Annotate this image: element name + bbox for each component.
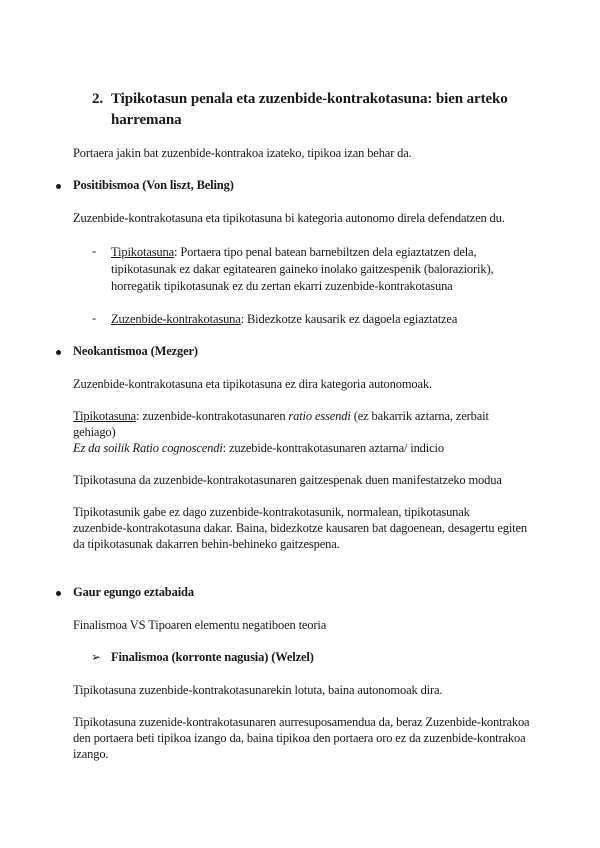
neokantismoa-p4: Tipikotasuna da zuzenbide-kontrakotasunaren gaitzespenak duen manifestatzeko modua (73, 473, 502, 487)
tipikotasuna-term: Tipikotasuna (111, 245, 175, 259)
bullet-icon (56, 350, 61, 355)
zuzenbide-kontrakotasuna-term: Zuzenbide-kontrakotasuna (111, 312, 241, 326)
gaur-p3-line2: den portaera beti tipikoa izango da, baina tipikoa den portaera oro ez da zuzenbide-kontrakoa (73, 731, 526, 745)
section-number: 2. (92, 91, 104, 107)
item1-line3: horregatik tipikotasunak ez du zertan ekarri zuzenbide-kontrakotasuna (111, 279, 453, 293)
positibismoa-item-2: Zuzenbide-kontrakotasuna: Bidezkotze kausarik ez dagoela egiaztatzea (111, 312, 458, 326)
item1-line1: Portaera tipo penal batean barnebiltzen dela egiaztatzen dela, (177, 245, 477, 259)
section-title-line1: Tipikotasun penala eta zuzenbide-kontrakotasuna: bien arteko (111, 91, 508, 107)
neokantismoa-p2: Tipikotasuna: zuzenbide-kontrakotasunaren ratio essendi (ez bakarrik aztarna, zerbait (73, 409, 489, 423)
gaur-p3-line3: izango. (73, 747, 109, 761)
positibismoa-heading: Positibismoa (Von liszt, Beling) (73, 178, 234, 192)
arrowhead-icon: ➢ (91, 650, 102, 664)
neokantismoa-p5-line3: da tipikotasunak dakarren behin-behineko gaitzespena. (73, 537, 340, 551)
dash-icon: - (92, 244, 97, 258)
neokantismoa-heading: Neokantismoa (Mezger) (73, 344, 198, 358)
neokantismoa-p5-line1: Tipikotasunik gabe ez dago zuzenbide-kontrakotasunik, normalean, tipikotasunak (73, 505, 470, 519)
neokantismoa-p1: Zuzenbide-kontrakotasuna eta tipikotasuna ez dira kategoria autonomoak. (73, 377, 433, 391)
gaur-p1: Finalismoa VS Tipoaren elementu negatiboen teoria (73, 618, 327, 632)
gaur-heading: Gaur egungo eztabaida (73, 585, 194, 599)
item2-line1: Bidezkotze kausarik ez dagoela egiaztatzea (244, 312, 458, 326)
positibismoa-paragraph: Zuzenbide-kontrakotasuna eta tipikotasuna bi kategoria autonomo direla defendatzen du. (73, 211, 505, 225)
neokantismoa-p5-line2: zuzenbide-kontrakotasuna dakar. Baina, bidezkotze kausaren bat dagoenean, desagertu egiten (73, 521, 528, 535)
bullet-icon (56, 591, 61, 596)
positibismoa-item-1: Tipikotasuna: Portaera tipo penal batean barnebiltzen dela egiaztatzen dela, (111, 245, 477, 259)
neokantismoa-p3: Ez da soilik Ratio cognoscendi: zuzebide-kontrakotasunaren aztarna/ indicio (73, 441, 444, 455)
section-title-line2: harremana (111, 112, 182, 128)
bullet-icon (56, 184, 61, 189)
neokantismoa-p2-line2: gehiago) (73, 425, 116, 439)
dash-icon: - (92, 311, 97, 325)
gaur-p3-line1: Tipikotasuna zuzenide-kontrakotasunaren aurresuposamendua da, beraz Zuzenbide-kontrakoa (73, 715, 530, 729)
finalismoa-heading: Finalismoa (korronte nagusia) (Welzel) (111, 650, 314, 664)
item1-line2: tipikotasunak ez dakar egitatearen gaineko inolako gaitzespenik (baloraziorik), (111, 262, 494, 276)
gaur-p2: Tipikotasuna zuzenbide-kontrakotasunarekin lotuta, baina autonomoak dira. (73, 683, 443, 697)
intro-paragraph: Portaera jakin bat zuzenbide-kontrakoa izateko, tipikoa izan behar da. (73, 146, 412, 160)
